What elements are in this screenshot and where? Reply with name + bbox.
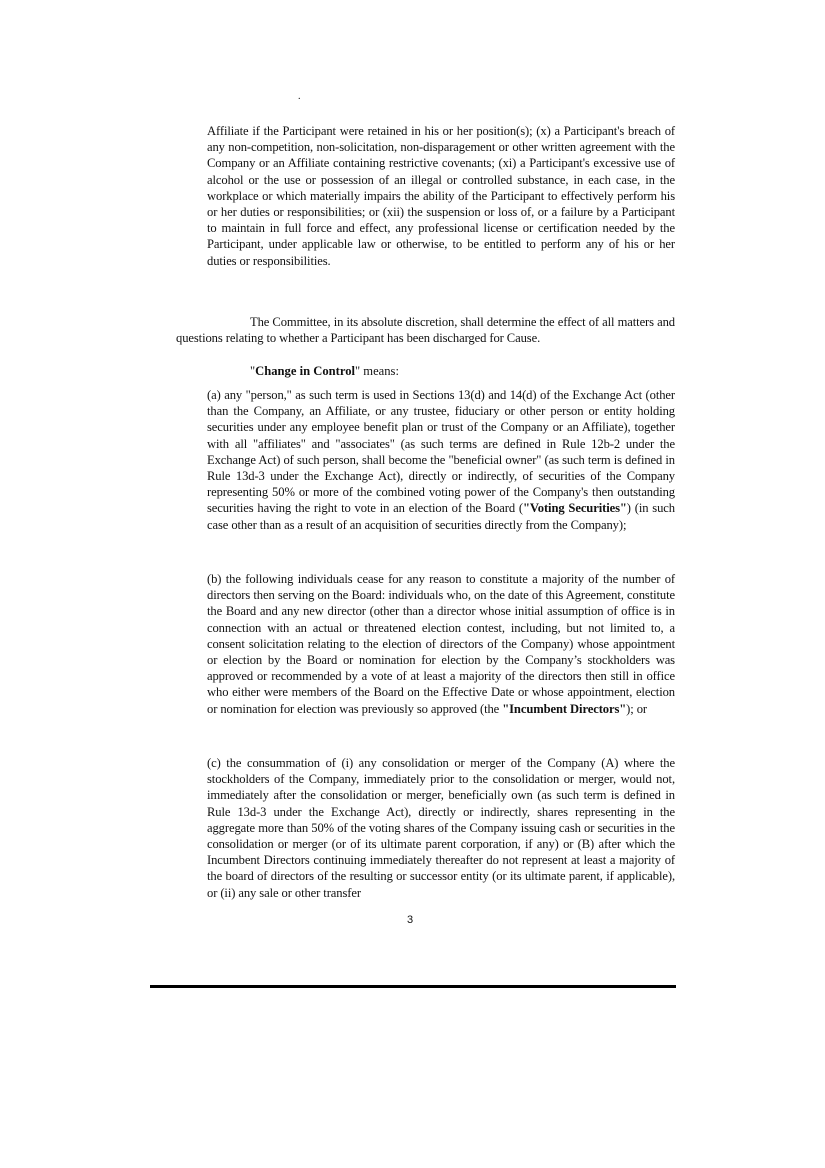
clause-a [207, 387, 675, 533]
footer-rule [150, 985, 676, 988]
clause-b-text: (b) the following individuals cease for any reason to constitute a majority of the number of directors then serving on the Board: individuals who, on the date of this Agreement, constitute the Board and any new director (other than a director whose initial assumption of office is in connection with an actual or threatened election contest, including, but not limited to, a consent solicitation relating to the election of directors of the Company) whose appointment or election by the Board or nomination for election by the Company’s stockholders was approved or recommended by a vote of at least a majority of the directors then still in office who either were members of the Board on the Effective Date or whose appointment, election or nomination for election was previously so approved (the [207, 572, 675, 716]
clause-a-text-end: ) (in such case other than as a result of an acquisition of securities directly from the Company); [207, 501, 675, 532]
paragraph-cause-continuation: Affiliate if the Participant were retained in his or her position(s); (x) a Participant's breach of any non-competition, non-solicitation, non-disparagement or other written agreement with the Company or an Affiliate containing restrictive covenants; (xi) a Participant's excessive use of alcohol or the use or possession of an illegal or controlled substance, in each case, in the workplace or which materially impairs the ability of the Participant to effectively perform his or her duties or responsibilities; or (xii) the suspension or loss of, or a failure by a Participant to maintain in full force and effect, any professional license or certification needed by the Participant, under applicable law or otherwise, to be entitled to perform any of his or her duties or responsibilities. [207, 124, 675, 268]
committee-text: The Committee, in its absolute discretion, shall determine the effect of all matters and questions relating to whether a Participant has been discharged for Cause. [176, 315, 675, 346]
page-number: 3 [406, 914, 414, 926]
clause-b-defined-term: "Incumbent Directors" [502, 701, 627, 716]
paragraph-committee-discretion [176, 314, 675, 346]
clause-b-text-end: ); or [626, 701, 648, 716]
clause-c: (c) the consummation of (i) any consolidation or merger of the Company (A) where the stockholders of the Company, immediately prior to the consolidation or merger, would not, immediately after the consolidation or merger, beneficially own (as such term is defined in Rule 13d-3 under the Exchange Act), directly or indirectly, shares representing in the aggregate more than 50% of the voting shares of the Company issuing cash or securities in the consolidation or merger (or of its ultimate parent corporation, if any) or (B) after which the Incumbent Directors continuing immediately thereafter do not represent at least a majority of the board of directors of the resulting or successor entity (or its ultimate parent, if applicable), or (ii) any sale or other transfer [207, 756, 675, 900]
change-in-control-heading [250, 363, 399, 379]
heading-open-quote: " [250, 364, 256, 378]
clause-a-defined-term: "Voting Securities" [523, 501, 627, 516]
heading-means: " means: [355, 364, 399, 378]
heading-defined-term: Change in Control [255, 364, 355, 378]
scan-mark: . [298, 91, 301, 102]
clause-b [207, 571, 675, 717]
clause-a-text: (a) any "person," as such term is used in Sections 13(d) and 14(d) of the Exchange Act (other than the Company, an Affiliate, or any trustee, fiduciary or other person or entity holding securities under any employee benefit plan or trust of the Company or an Affiliate), together with all "affiliates" and "associates" (as such terms are defined in Rule 12b-2 under the Exchange Act) of such person, shall become the "beneficial owner" (as such term is defined in Rule 13d-3 under the Exchange Act), directly or indirectly, of securities of the Company representing 50% or more of the combined voting power of the Company's then outstanding securities having the right to vote in an election of the Board ( [207, 388, 675, 516]
